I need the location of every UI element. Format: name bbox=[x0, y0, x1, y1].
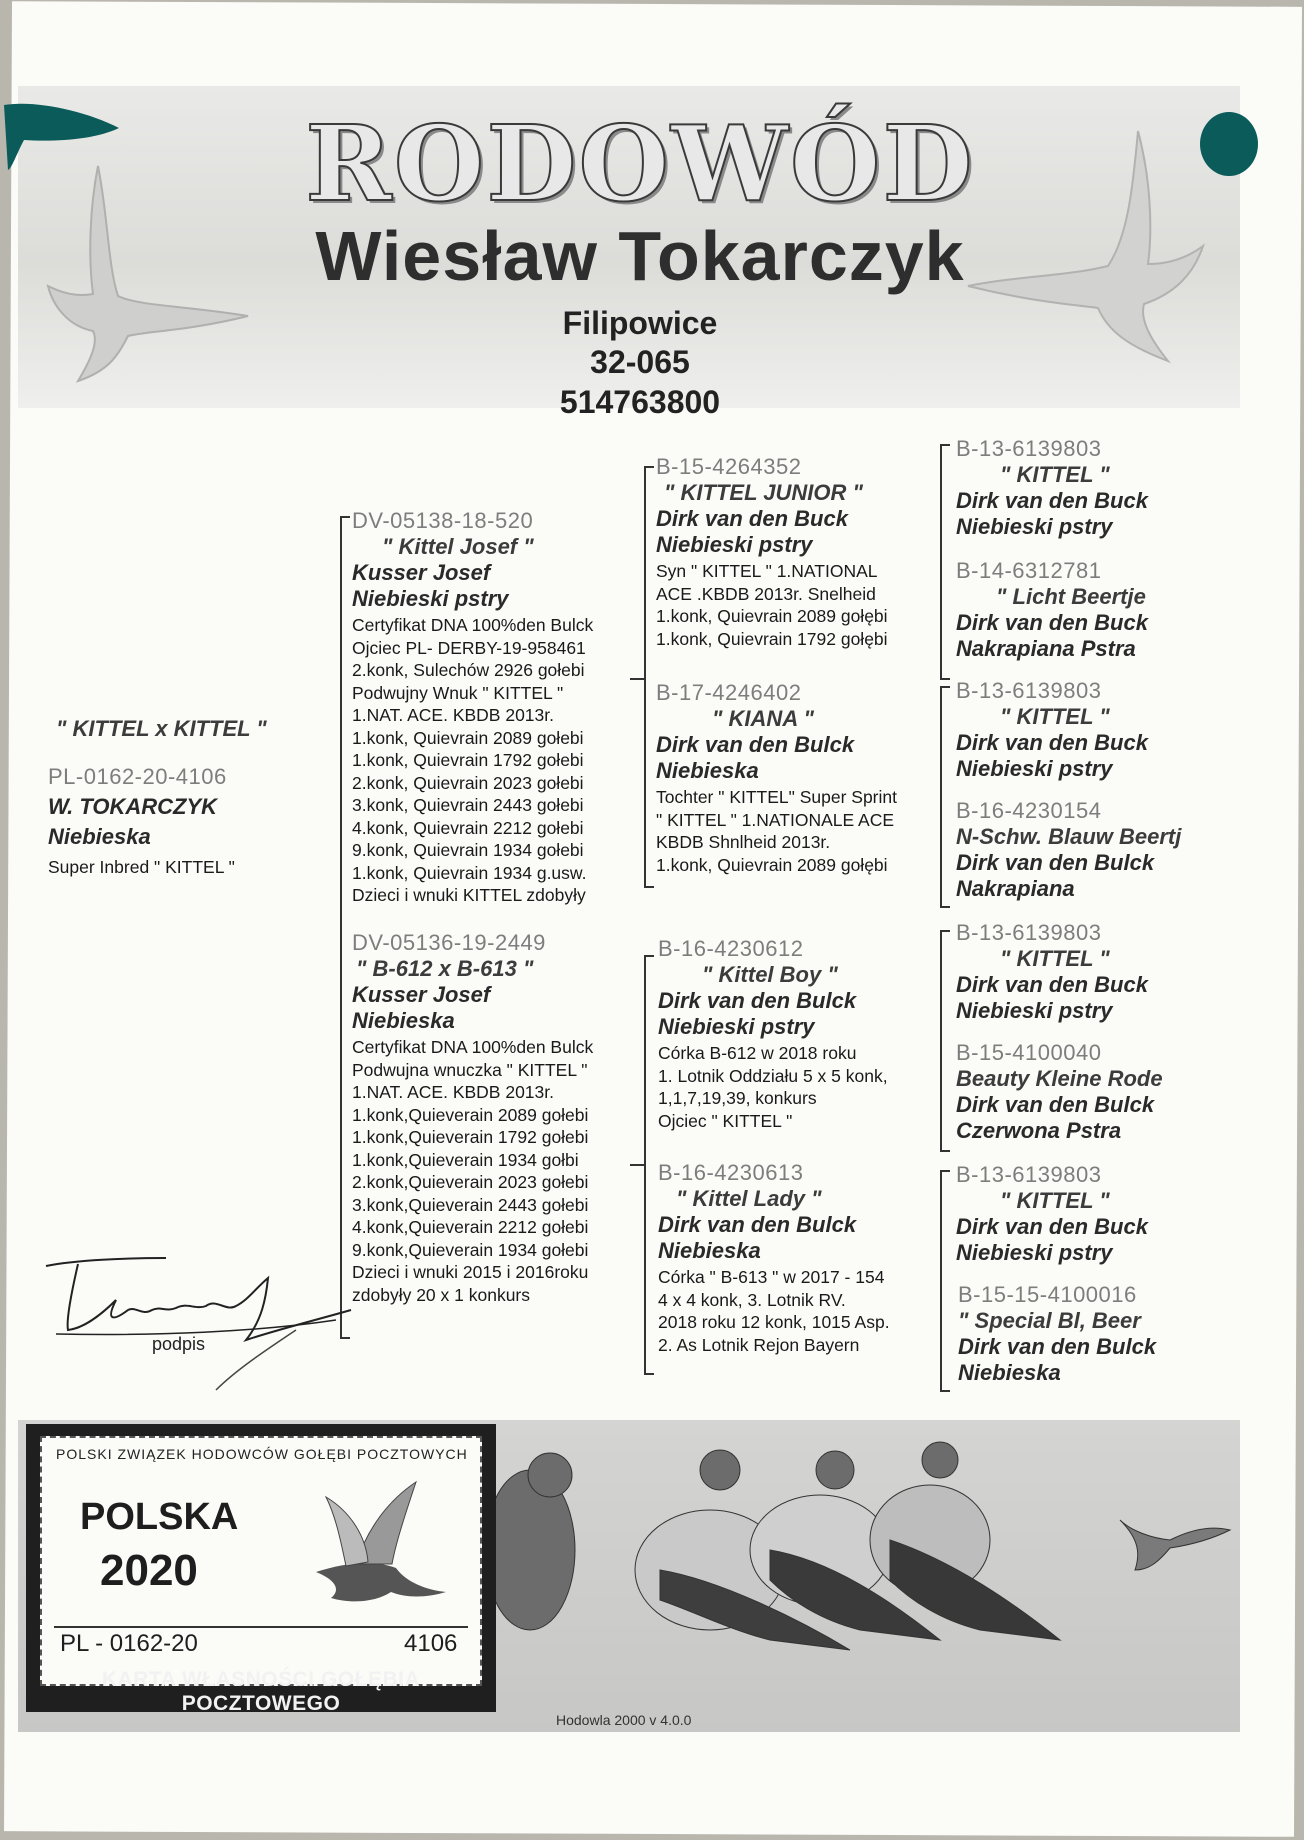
bracket-tick bbox=[644, 886, 654, 888]
ggp-color: Niebieski pstry bbox=[956, 998, 1113, 1023]
bracket-father bbox=[644, 466, 646, 888]
gp3-ring: B-16-4230612 bbox=[658, 936, 804, 961]
mother-name: " B-612 x B-613 " bbox=[356, 956, 534, 981]
bracket-tick bbox=[644, 955, 654, 957]
gp4-note: Córka " B-613 " w 2017 - 154 bbox=[658, 1267, 885, 1287]
ggp-ring: B-13-6139803 bbox=[956, 1162, 1102, 1187]
gp2-ring: B-17-4246402 bbox=[656, 680, 802, 705]
bracket-gp4 bbox=[940, 1170, 942, 1392]
document-title: RODOWÓD bbox=[305, 102, 975, 225]
gp1-owner: Dirk van den Buck bbox=[656, 506, 848, 531]
ggp-name: " Licht Beertje bbox=[996, 584, 1146, 609]
card-caption: KARTA WŁASNOŚCI GOŁĘBIA POCZTOWEGO bbox=[101, 1668, 421, 1715]
father-ring: DV-05138-18-520 bbox=[352, 508, 534, 533]
bracket-mother bbox=[644, 955, 646, 1375]
card-pigeon-logo bbox=[296, 1472, 456, 1612]
ggp-color: Nakrapiana Pstra bbox=[956, 636, 1136, 661]
ggp-name: N-Schw. Blauw Beertj bbox=[956, 824, 1182, 849]
father-note: 4.konk, Quievrain 2212 gołebi bbox=[352, 817, 584, 838]
gp2-color: Niebieska bbox=[656, 758, 759, 783]
gp4-note: 2. As Lotnik Rejon Bayern bbox=[658, 1334, 860, 1355]
gp2-note: " KITTEL " 1.NATIONALE ACE bbox=[656, 809, 895, 830]
father-color: Niebieski pstry bbox=[352, 586, 509, 611]
breeder-postcode: 32-065 bbox=[590, 344, 690, 380]
gp1-color: Niebieski pstry bbox=[656, 532, 813, 557]
grandparent-3 bbox=[658, 936, 888, 1132]
great-grandparent-2 bbox=[956, 558, 1148, 662]
father-note: 1.konk, Quievrain 1792 gołebi bbox=[352, 750, 584, 770]
ggp-ring: B-15-15-4100016 bbox=[958, 1282, 1137, 1307]
subject-cross: " KITTEL x KITTEL " bbox=[56, 716, 267, 741]
gp2-note: Tochter " KITTEL" Super Sprint bbox=[656, 787, 897, 807]
ggp-owner: Dirk van den Buck bbox=[956, 1214, 1148, 1239]
gp4-note: 4 x 4 konk, 3. Lotnik RV. bbox=[658, 1289, 846, 1310]
ggp-ring: B-13-6139803 bbox=[956, 678, 1102, 703]
gp4-ring: B-16-4230613 bbox=[658, 1160, 804, 1185]
subject-owner: W. TOKARCZYK bbox=[48, 794, 218, 819]
gp1-note: 1.konk, Quievrain 2089 gołębi bbox=[656, 606, 888, 626]
mother-note: zdobyły 20 x 1 konkurs bbox=[352, 1284, 531, 1305]
mother-note: Podwujna wnuczka " KITTEL " bbox=[352, 1059, 588, 1080]
ggp-owner: Dirk van den Buck bbox=[956, 610, 1148, 635]
mother-pigeon bbox=[352, 930, 593, 1306]
card-divider bbox=[54, 1626, 468, 1628]
ggp-ring: B-13-6139803 bbox=[956, 436, 1102, 461]
great-grandparent-4 bbox=[956, 798, 1181, 902]
ggp-owner: Dirk van den Buck bbox=[956, 730, 1148, 755]
mother-note: 1.NAT. ACE. KBDB 2013r. bbox=[352, 1082, 554, 1102]
ggp-color: Nakrapiana bbox=[956, 876, 1075, 901]
ggp-name: Beauty Kleine Rode bbox=[956, 1066, 1163, 1091]
mother-note: 1.konk,Quieverain 1792 gołebi bbox=[352, 1127, 589, 1147]
great-grandparent-3 bbox=[956, 678, 1148, 782]
gp4-name: " Kittel Lady " bbox=[676, 1186, 822, 1211]
gp3-color: Niebieski pstry bbox=[658, 1014, 815, 1039]
gp4-owner: Dirk van den Bulck bbox=[658, 1212, 857, 1237]
gp3-note: Ojciec " KITTEL " bbox=[658, 1110, 793, 1131]
gp3-owner: Dirk van den Bulck bbox=[658, 988, 857, 1013]
pigeons-photo bbox=[470, 1430, 1240, 1730]
mother-note: 9.konk,Quieverain 1934 gołebi bbox=[352, 1239, 589, 1260]
father-note: Ojciec PL- DERBY-19-958461 bbox=[352, 637, 586, 658]
gp1-ring: B-15-4264352 bbox=[656, 454, 802, 479]
bracket-gp1 bbox=[940, 444, 942, 680]
ggp-ring: B-16-4230154 bbox=[956, 798, 1102, 823]
gp3-name: " Kittel Boy " bbox=[702, 962, 838, 987]
ggp-color: Niebieski pstry bbox=[956, 1240, 1113, 1265]
bracket-tick bbox=[940, 1390, 950, 1392]
gp2-note: KBDB Shnlheid 2013r. bbox=[656, 832, 831, 852]
gp3-note: 1. Lotnik Oddziału 5 x 5 konk, bbox=[658, 1065, 888, 1086]
mother-owner: Kusser Josef bbox=[352, 982, 491, 1007]
grandparent-2 bbox=[656, 680, 897, 876]
card-year: 2020 bbox=[100, 1546, 198, 1595]
ggp-owner: Dirk van den Bulck bbox=[956, 850, 1155, 875]
signature-label: podpis bbox=[152, 1334, 206, 1354]
mother-note: 1.konk,Quieverain 2089 gołebi bbox=[352, 1104, 589, 1125]
card-ring-serial: 4106 bbox=[404, 1630, 458, 1657]
gp1-note: ACE .KBDB 2013r. Snelheid bbox=[656, 583, 876, 604]
ggp-ring: B-15-4100040 bbox=[956, 1040, 1102, 1065]
bracket-tick bbox=[340, 516, 350, 518]
father-note: 9.konk, Quievrain 1934 gołebi bbox=[352, 840, 584, 860]
gp1-note: 1.konk, Quievrain 1792 gołębi bbox=[656, 628, 888, 649]
bracket-gp2 bbox=[940, 686, 942, 908]
mother-note: Dzieci i wnuki 2015 i 2016roku bbox=[352, 1262, 589, 1282]
great-grandparent-6 bbox=[956, 1040, 1163, 1144]
bracket-tick bbox=[940, 906, 950, 908]
bracket-tick bbox=[630, 1164, 644, 1166]
ggp-name: " Special Bl, Beer bbox=[958, 1308, 1141, 1333]
ggp-color: Czerwona Pstra bbox=[956, 1118, 1122, 1143]
grandparent-1 bbox=[656, 454, 888, 650]
father-note: 1.konk, Quievrain 1934 g.usw. bbox=[352, 862, 587, 883]
mother-note: 3.konk,Quieverain 2443 gołebi bbox=[352, 1194, 589, 1215]
ggp-name: " KITTEL " bbox=[1000, 1188, 1110, 1213]
bracket-tick bbox=[940, 678, 950, 680]
father-name: " Kittel Josef " bbox=[382, 534, 534, 559]
mother-ring: DV-05136-19-2449 bbox=[352, 930, 546, 955]
gp2-note: 1.konk, Quievrain 2089 gołębi bbox=[656, 854, 888, 875]
great-grandparent-8 bbox=[958, 1282, 1156, 1386]
bracket-subject bbox=[340, 516, 342, 1339]
bracket-tick bbox=[940, 444, 950, 446]
father-owner: Kusser Josef bbox=[352, 560, 491, 585]
father-note: 2.konk, Quievrain 2023 gołebi bbox=[352, 772, 584, 793]
ggp-ring: B-14-6312781 bbox=[956, 558, 1102, 583]
mother-color: Niebieska bbox=[352, 1008, 455, 1033]
mother-note: 1.konk,Quieverain 1934 gołbi bbox=[352, 1149, 579, 1170]
ggp-name: " KITTEL " bbox=[1000, 946, 1110, 971]
bracket-tick bbox=[940, 1150, 950, 1152]
bracket-tick bbox=[940, 1170, 950, 1172]
gp4-color: Niebieska bbox=[658, 1238, 761, 1263]
father-note: 2.konk, Sulechów 2926 gołebi bbox=[352, 660, 585, 680]
father-note: Podwujny Wnuk " KITTEL " bbox=[352, 682, 564, 703]
mother-note: 4.konk,Quieverain 2212 gołebi bbox=[352, 1217, 589, 1237]
gp2-owner: Dirk van den Bulck bbox=[656, 732, 855, 757]
card-org: POLSKI ZWIĄZEK HODOWCÓW GOŁĘBI POCZTOWYCH bbox=[56, 1446, 468, 1462]
ggp-color: Niebieski pstry bbox=[956, 756, 1113, 781]
software-version: Hodowla 2000 v 4.0.0 bbox=[556, 1712, 692, 1728]
breeder-town: Filipowice bbox=[562, 305, 718, 341]
ggp-owner: Dirk van den Buck bbox=[956, 488, 1148, 513]
bracket-gp3 bbox=[940, 930, 942, 1152]
ggp-color: Niebieski pstry bbox=[956, 514, 1113, 539]
ggp-name: " KITTEL " bbox=[1000, 704, 1110, 729]
breeder-name: Wiesław Tokarczyk bbox=[315, 217, 965, 295]
breeder-phone: 514763800 bbox=[559, 384, 721, 420]
great-grandparent-5 bbox=[956, 920, 1148, 1024]
great-grandparent-1 bbox=[956, 436, 1148, 540]
card-ring-number: PL - 0162-20 bbox=[60, 1630, 198, 1657]
great-grandparent-7 bbox=[956, 1162, 1148, 1266]
father-note: Certyfikat DNA 100%den Bulck bbox=[352, 615, 594, 635]
ggp-ring: B-13-6139803 bbox=[956, 920, 1102, 945]
gp3-note: 1,1,7,19,39, konkurs bbox=[658, 1088, 817, 1108]
father-note: 1.NAT. ACE. KBDB 2013r. bbox=[352, 705, 554, 725]
ggp-owner: Dirk van den Buck bbox=[956, 972, 1148, 997]
subject-ring: PL-0162-20-4106 bbox=[48, 764, 227, 789]
bracket-tick bbox=[630, 678, 644, 680]
ggp-color: Niebieska bbox=[958, 1360, 1061, 1385]
grandparent-4 bbox=[658, 1160, 890, 1356]
ggp-owner: Dirk van den Bulck bbox=[958, 1334, 1157, 1359]
mother-note: 2.konk,Quieverain 2023 gołebi bbox=[352, 1172, 589, 1192]
father-note: 3.konk, Quievrain 2443 gołebi bbox=[352, 795, 584, 815]
bracket-tick bbox=[644, 466, 654, 468]
ggp-owner: Dirk van den Bulck bbox=[956, 1092, 1155, 1117]
subject-note: Super Inbred " KITTEL " bbox=[48, 857, 235, 877]
father-note: 1.konk, Quievrain 2089 gołebi bbox=[352, 727, 584, 748]
mother-note: Certyfikat DNA 100%den Bulck bbox=[352, 1037, 594, 1057]
card-country: POLSKA bbox=[80, 1496, 239, 1538]
bracket-tick bbox=[940, 930, 950, 932]
ggp-name: " KITTEL " bbox=[1000, 462, 1110, 487]
subject-pigeon bbox=[48, 716, 267, 879]
gp3-note: Córka B-612 w 2018 roku bbox=[658, 1043, 857, 1063]
father-pigeon bbox=[352, 508, 593, 907]
gp4-note: 2018 roku 12 konk, 1015 Asp. bbox=[658, 1312, 890, 1332]
gp2-name: " KIANA " bbox=[712, 706, 814, 731]
gp1-name: " KITTEL JUNIOR " bbox=[664, 480, 863, 505]
bracket-tick bbox=[940, 686, 950, 688]
signature-drawing bbox=[36, 1250, 356, 1400]
bracket-tick bbox=[644, 1373, 654, 1375]
father-note: Dzieci i wnuki KITTEL zdobyły bbox=[352, 885, 586, 905]
subject-color: Niebieska bbox=[48, 824, 151, 849]
gp1-note: Syn " KITTEL " 1.NATIONAL bbox=[656, 561, 878, 581]
